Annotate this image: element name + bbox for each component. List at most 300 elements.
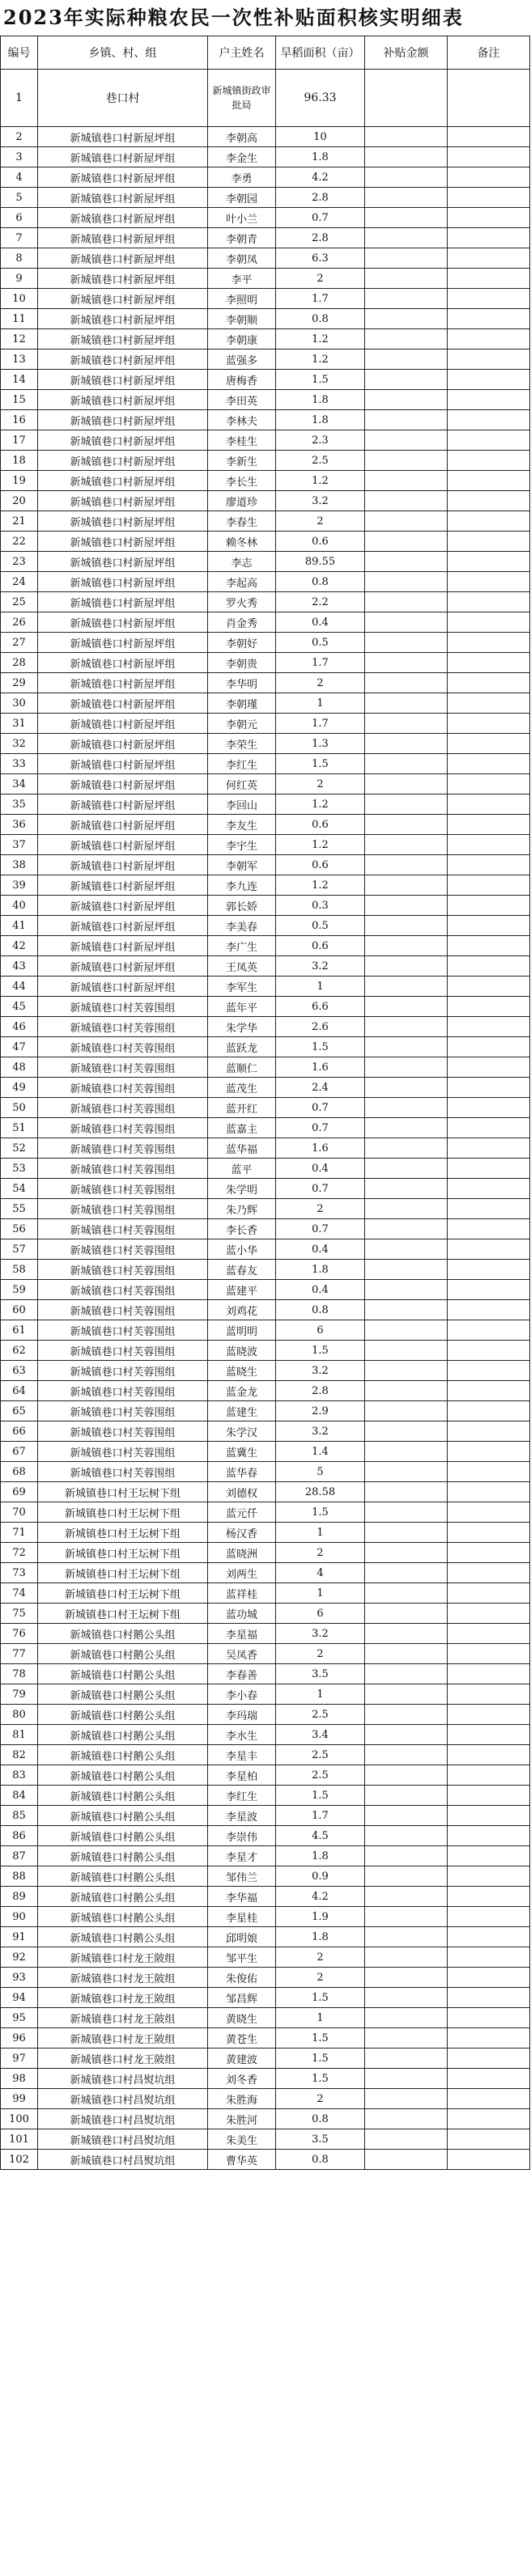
cell-place: 新城镇巷口村鹅公头组 [38, 1786, 208, 1806]
cell-amount [365, 1624, 448, 1644]
cell-area: 1.6 [276, 1138, 365, 1159]
cell-seq: 86 [1, 1826, 38, 1846]
cell-amount [365, 2069, 448, 2089]
cell-note [448, 997, 530, 1017]
cell-place: 新城镇巷口村昌熨坑组 [38, 2150, 208, 2170]
table-row [1, 1341, 530, 1361]
cell-amount [365, 1320, 448, 1341]
cell-note [448, 1057, 530, 1078]
cell-area: 1.5 [276, 1502, 365, 1523]
cell-note [448, 390, 530, 410]
cell-place: 新城镇巷口村芙蓉围组 [38, 1280, 208, 1300]
table-row [1, 875, 530, 896]
cell-amount [365, 1988, 448, 2008]
cell-note [448, 188, 530, 208]
table-row [1, 1866, 530, 1887]
cell-area: 4 [276, 1563, 365, 1583]
cell-place: 新城镇巷口村新屋坪组 [38, 633, 208, 653]
cell-seq: 8 [1, 248, 38, 269]
cell-seq: 47 [1, 1037, 38, 1057]
cell-seq: 38 [1, 855, 38, 875]
cell-area: 3.5 [276, 1664, 365, 1684]
cell-name: 李星波 [208, 1806, 276, 1826]
cell-area: 0.6 [276, 815, 365, 835]
cell-amount [365, 1684, 448, 1705]
cell-place: 新城镇巷口村新屋坪组 [38, 916, 208, 936]
cell-seq: 35 [1, 794, 38, 815]
cell-name: 李平 [208, 269, 276, 289]
cell-note [448, 1947, 530, 1968]
cell-name: 李朝园 [208, 188, 276, 208]
table-row [1, 1745, 530, 1765]
cell-amount [365, 228, 448, 248]
cell-amount [365, 794, 448, 815]
cell-seq: 18 [1, 451, 38, 471]
cell-name: 李志 [208, 552, 276, 572]
cell-amount [365, 612, 448, 633]
cell-area: 0.7 [276, 1219, 365, 1239]
cell-amount [365, 1604, 448, 1624]
cell-place: 新城镇巷口村芙蓉围组 [38, 1017, 208, 1037]
table-header-row [1, 36, 530, 70]
cell-area: 1 [276, 1684, 365, 1705]
cell-amount [365, 1280, 448, 1300]
cell-amount [365, 1078, 448, 1098]
cell-amount [365, 1583, 448, 1604]
cell-note [448, 2049, 530, 2069]
table-row [1, 794, 530, 815]
cell-seq: 75 [1, 1604, 38, 1624]
cell-amount [365, 127, 448, 147]
table-row [1, 1927, 530, 1947]
cell-seq: 88 [1, 1866, 38, 1887]
table-row [1, 1947, 530, 1968]
cell-note [448, 693, 530, 714]
cell-seq: 64 [1, 1381, 38, 1401]
cell-amount [365, 1806, 448, 1826]
cell-amount [365, 693, 448, 714]
cell-seq: 89 [1, 1887, 38, 1907]
cell-place: 新城镇巷口村芙蓉围组 [38, 997, 208, 1017]
cell-seq: 84 [1, 1786, 38, 1806]
table-row [1, 269, 530, 289]
table-row [1, 2109, 530, 2129]
cell-seq: 45 [1, 997, 38, 1017]
cell-place: 新城镇巷口村芙蓉围组 [38, 1442, 208, 1462]
cell-seq: 37 [1, 835, 38, 855]
cell-seq: 96 [1, 2028, 38, 2049]
cell-note [448, 1260, 530, 1280]
cell-note [448, 1604, 530, 1624]
cell-name: 廖道珍 [208, 491, 276, 511]
cell-seq: 10 [1, 289, 38, 309]
cell-area: 1.5 [276, 2069, 365, 2089]
cell-amount [365, 1765, 448, 1786]
cell-seq: 82 [1, 1745, 38, 1765]
cell-amount [365, 2109, 448, 2129]
cell-place: 新城镇巷口村芙蓉围组 [38, 1138, 208, 1159]
cell-note [448, 1199, 530, 1219]
table-row [1, 2150, 530, 2170]
cell-note [448, 2129, 530, 2150]
cell-area: 2.8 [276, 188, 365, 208]
cell-area: 1.5 [276, 370, 365, 390]
cell-area: 1.8 [276, 1260, 365, 1280]
cell-amount [365, 147, 448, 167]
cell-note [448, 1078, 530, 1098]
cell-place: 新城镇巷口村龙王陂组 [38, 1988, 208, 2008]
cell-amount [365, 1866, 448, 1887]
cell-seq: 93 [1, 1968, 38, 1988]
cell-area: 3.2 [276, 956, 365, 977]
cell-seq: 41 [1, 916, 38, 936]
cell-name: 李朝军 [208, 855, 276, 875]
table-row [1, 2008, 530, 2028]
cell-amount [365, 1381, 448, 1401]
document-title: 2023年实际种粮农民一次性补贴面积核实明细表 [3, 6, 464, 29]
cell-note [448, 2150, 530, 2170]
cell-amount [365, 1300, 448, 1320]
cell-seq: 20 [1, 491, 38, 511]
cell-seq: 4 [1, 167, 38, 188]
cell-seq: 68 [1, 1462, 38, 1482]
subsidy-table [0, 36, 530, 2170]
cell-note [448, 1583, 530, 1604]
cell-amount [365, 208, 448, 228]
cell-place: 新城镇巷口村王坛树下组 [38, 1563, 208, 1583]
table-row [1, 1684, 530, 1705]
cell-place: 新城镇巷口村鹅公头组 [38, 1705, 208, 1725]
cell-amount [365, 714, 448, 734]
cell-area: 1.8 [276, 1846, 365, 1866]
cell-amount [365, 855, 448, 875]
cell-amount [365, 673, 448, 693]
cell-seq: 28 [1, 653, 38, 673]
cell-seq: 53 [1, 1159, 38, 1179]
cell-place: 新城镇巷口村王坛树下组 [38, 1543, 208, 1563]
cell-seq: 19 [1, 471, 38, 491]
cell-amount [365, 289, 448, 309]
cell-area: 1.5 [276, 1037, 365, 1057]
cell-area: 1.9 [276, 1907, 365, 1927]
cell-name: 李朝顺 [208, 309, 276, 329]
cell-name: 杨汉香 [208, 1523, 276, 1543]
cell-amount [365, 956, 448, 977]
cell-place: 新城镇巷口村新屋坪组 [38, 147, 208, 167]
table-row [1, 592, 530, 612]
table-body [1, 70, 530, 2170]
cell-note [448, 2069, 530, 2089]
cell-amount [365, 916, 448, 936]
cell-name: 蓝嘉主 [208, 1118, 276, 1138]
cell-place: 新城镇巷口村芙蓉围组 [38, 1239, 208, 1260]
cell-note [448, 592, 530, 612]
table-row [1, 370, 530, 390]
cell-note [448, 1725, 530, 1745]
cell-area: 1.7 [276, 289, 365, 309]
cell-place: 新城镇巷口村新屋坪组 [38, 552, 208, 572]
cell-name: 李崇伟 [208, 1826, 276, 1846]
cell-note [448, 936, 530, 956]
cell-note [448, 774, 530, 794]
cell-amount [365, 1907, 448, 1927]
table-row [1, 1907, 530, 1927]
cell-area: 4.2 [276, 1887, 365, 1907]
cell-area: 2.4 [276, 1078, 365, 1098]
cell-area: 1.7 [276, 1806, 365, 1826]
cell-place: 新城镇巷口村鹅公头组 [38, 1887, 208, 1907]
cell-area: 1.2 [276, 471, 365, 491]
cell-place: 新城镇巷口村新屋坪组 [38, 167, 208, 188]
cell-area: 2 [276, 774, 365, 794]
cell-note [448, 329, 530, 350]
cell-note [448, 471, 530, 491]
table-row [1, 1664, 530, 1684]
table-row [1, 633, 530, 653]
cell-amount [365, 1644, 448, 1664]
cell-place: 新城镇巷口村王坛树下组 [38, 1604, 208, 1624]
table-row [1, 228, 530, 248]
cell-place: 新城镇巷口村鹅公头组 [38, 1846, 208, 1866]
cell-seq: 90 [1, 1907, 38, 1927]
cell-amount [365, 1462, 448, 1482]
table-row [1, 734, 530, 754]
table-row [1, 390, 530, 410]
cell-seq: 21 [1, 511, 38, 532]
cell-place: 新城镇巷口村新屋坪组 [38, 673, 208, 693]
table-row [1, 1179, 530, 1199]
cell-place: 新城镇巷口村鹅公头组 [38, 1927, 208, 1947]
table-row [1, 774, 530, 794]
cell-amount [365, 1401, 448, 1421]
cell-amount [365, 1057, 448, 1078]
cell-name: 蓝冀生 [208, 1442, 276, 1462]
cell-amount [365, 1138, 448, 1159]
table-row [1, 1786, 530, 1806]
cell-amount [365, 977, 448, 997]
cell-name: 李星才 [208, 1846, 276, 1866]
cell-seq: 50 [1, 1098, 38, 1118]
cell-place: 新城镇巷口村新屋坪组 [38, 228, 208, 248]
cell-seq: 66 [1, 1421, 38, 1442]
cell-name: 蓝春友 [208, 1260, 276, 1280]
cell-name: 李宇生 [208, 835, 276, 855]
table-row [1, 127, 530, 147]
table-row [1, 1523, 530, 1543]
cell-area: 1.5 [276, 2049, 365, 2069]
cell-note [448, 1927, 530, 1947]
cell-name: 朱学华 [208, 1017, 276, 1037]
table-row [1, 673, 530, 693]
cell-place: 新城镇巷口村新屋坪组 [38, 693, 208, 714]
cell-area: 2.9 [276, 1401, 365, 1421]
cell-seq: 24 [1, 572, 38, 592]
cell-name: 李照明 [208, 289, 276, 309]
cell-place: 新城镇巷口村芙蓉围组 [38, 1381, 208, 1401]
cell-area: 3.2 [276, 1361, 365, 1381]
cell-note [448, 1887, 530, 1907]
cell-area: 0.7 [276, 1118, 365, 1138]
cell-name: 蓝晓波 [208, 1341, 276, 1361]
cell-seq: 17 [1, 430, 38, 451]
cell-seq: 79 [1, 1684, 38, 1705]
cell-place: 新城镇巷口村新屋坪组 [38, 794, 208, 815]
cell-seq: 11 [1, 309, 38, 329]
table-row [1, 167, 530, 188]
cell-amount [365, 1543, 448, 1563]
cell-amount [365, 552, 448, 572]
cell-note [448, 2008, 530, 2028]
cell-note [448, 1543, 530, 1563]
table-row [1, 977, 530, 997]
table-row [1, 1219, 530, 1239]
cell-area: 1.4 [276, 1442, 365, 1462]
cell-amount [365, 1664, 448, 1684]
table-row [1, 1563, 530, 1583]
cell-note [448, 1239, 530, 1260]
cell-place: 新城镇巷口村新屋坪组 [38, 329, 208, 350]
table-row [1, 532, 530, 552]
cell-note [448, 1968, 530, 1988]
cell-amount [365, 754, 448, 774]
cell-note [448, 147, 530, 167]
cell-place: 新城镇巷口村新屋坪组 [38, 451, 208, 471]
cell-note [448, 572, 530, 592]
cell-place: 新城镇巷口村鹅公头组 [38, 1664, 208, 1684]
cell-amount [365, 1179, 448, 1199]
cell-name: 蓝祥桂 [208, 1583, 276, 1604]
cell-seq: 31 [1, 714, 38, 734]
cell-note [448, 815, 530, 835]
cell-amount [365, 430, 448, 451]
cell-area: 1.8 [276, 390, 365, 410]
table-row [1, 653, 530, 673]
table-row [1, 1988, 530, 2008]
cell-place: 新城镇巷口村鹅公头组 [38, 1745, 208, 1765]
table-row [1, 1199, 530, 1219]
cell-name: 李长生 [208, 471, 276, 491]
table-row [1, 855, 530, 875]
cell-note [448, 1138, 530, 1159]
cell-name: 李九连 [208, 875, 276, 896]
table-row [1, 1381, 530, 1401]
cell-seq: 69 [1, 1482, 38, 1502]
cell-amount [365, 1017, 448, 1037]
cell-place: 新城镇巷口村新屋坪组 [38, 977, 208, 997]
cell-place: 新城镇巷口村鹅公头组 [38, 1806, 208, 1826]
cell-note [448, 1381, 530, 1401]
cell-place: 巷口村 [38, 70, 208, 127]
cell-name: 李勇 [208, 167, 276, 188]
cell-name: 李朝高 [208, 127, 276, 147]
cell-note [448, 1280, 530, 1300]
cell-name: 邹昌辉 [208, 1988, 276, 2008]
table-row [1, 997, 530, 1017]
cell-name: 朱胜海 [208, 2089, 276, 2109]
cell-area: 0.7 [276, 208, 365, 228]
cell-place: 新城镇巷口村龙王陂组 [38, 2049, 208, 2069]
cell-seq: 100 [1, 2109, 38, 2129]
cell-note [448, 70, 530, 127]
cell-name: 蓝顺仁 [208, 1057, 276, 1078]
table-row [1, 1320, 530, 1341]
cell-amount [365, 1502, 448, 1523]
cell-place: 新城镇巷口村鹅公头组 [38, 1866, 208, 1887]
cell-place: 新城镇巷口村龙王陂组 [38, 1968, 208, 1988]
cell-note [448, 1179, 530, 1199]
cell-name: 李美春 [208, 916, 276, 936]
cell-note [448, 1664, 530, 1684]
table-row [1, 248, 530, 269]
table-row [1, 1078, 530, 1098]
cell-note [448, 1341, 530, 1361]
cell-area: 1 [276, 693, 365, 714]
cell-note [448, 1442, 530, 1462]
table-row [1, 2069, 530, 2089]
table-row [1, 936, 530, 956]
cell-seq: 51 [1, 1118, 38, 1138]
cell-note [448, 269, 530, 289]
cell-amount [365, 2008, 448, 2028]
cell-note [448, 1320, 530, 1341]
cell-note [448, 1563, 530, 1583]
cell-name: 李起高 [208, 572, 276, 592]
cell-name: 李华福 [208, 1887, 276, 1907]
table-row [1, 329, 530, 350]
cell-place: 新城镇巷口村新屋坪组 [38, 289, 208, 309]
cell-name: 朱学明 [208, 1179, 276, 1199]
cell-note [448, 956, 530, 977]
cell-name: 李朝康 [208, 329, 276, 350]
cell-seq: 77 [1, 1644, 38, 1664]
cell-place: 新城镇巷口村芙蓉围组 [38, 1462, 208, 1482]
cell-place: 新城镇巷口村新屋坪组 [38, 471, 208, 491]
cell-amount [365, 815, 448, 835]
cell-amount [365, 592, 448, 612]
cell-note [448, 1462, 530, 1482]
cell-area: 0.4 [276, 612, 365, 633]
cell-name: 李军生 [208, 977, 276, 997]
table-row [1, 1765, 530, 1786]
cell-area: 1.8 [276, 147, 365, 167]
cell-area: 1.5 [276, 754, 365, 774]
cell-note [448, 1866, 530, 1887]
cell-name: 李小春 [208, 1684, 276, 1705]
cell-seq: 71 [1, 1523, 38, 1543]
cell-area: 2.5 [276, 1705, 365, 1725]
cell-place: 新城镇巷口村新屋坪组 [38, 774, 208, 794]
cell-place: 新城镇巷口村新屋坪组 [38, 572, 208, 592]
cell-note [448, 1159, 530, 1179]
cell-seq: 43 [1, 956, 38, 977]
cell-note [448, 1098, 530, 1118]
cell-place: 新城镇巷口村鹅公头组 [38, 1907, 208, 1927]
cell-place: 新城镇巷口村鹅公头组 [38, 1725, 208, 1745]
cell-area: 0.8 [276, 2109, 365, 2129]
table-row [1, 754, 530, 774]
cell-place: 新城镇巷口村昌熨坑组 [38, 2109, 208, 2129]
cell-amount [365, 370, 448, 390]
table-row [1, 491, 530, 511]
cell-amount [365, 653, 448, 673]
cell-amount [365, 309, 448, 329]
cell-seq: 83 [1, 1765, 38, 1786]
cell-place: 新城镇巷口村鹅公头组 [38, 1765, 208, 1786]
cell-place: 新城镇巷口村芙蓉围组 [38, 1361, 208, 1381]
cell-area: 6.3 [276, 248, 365, 269]
table-row [1, 1887, 530, 1907]
cell-amount [365, 1846, 448, 1866]
